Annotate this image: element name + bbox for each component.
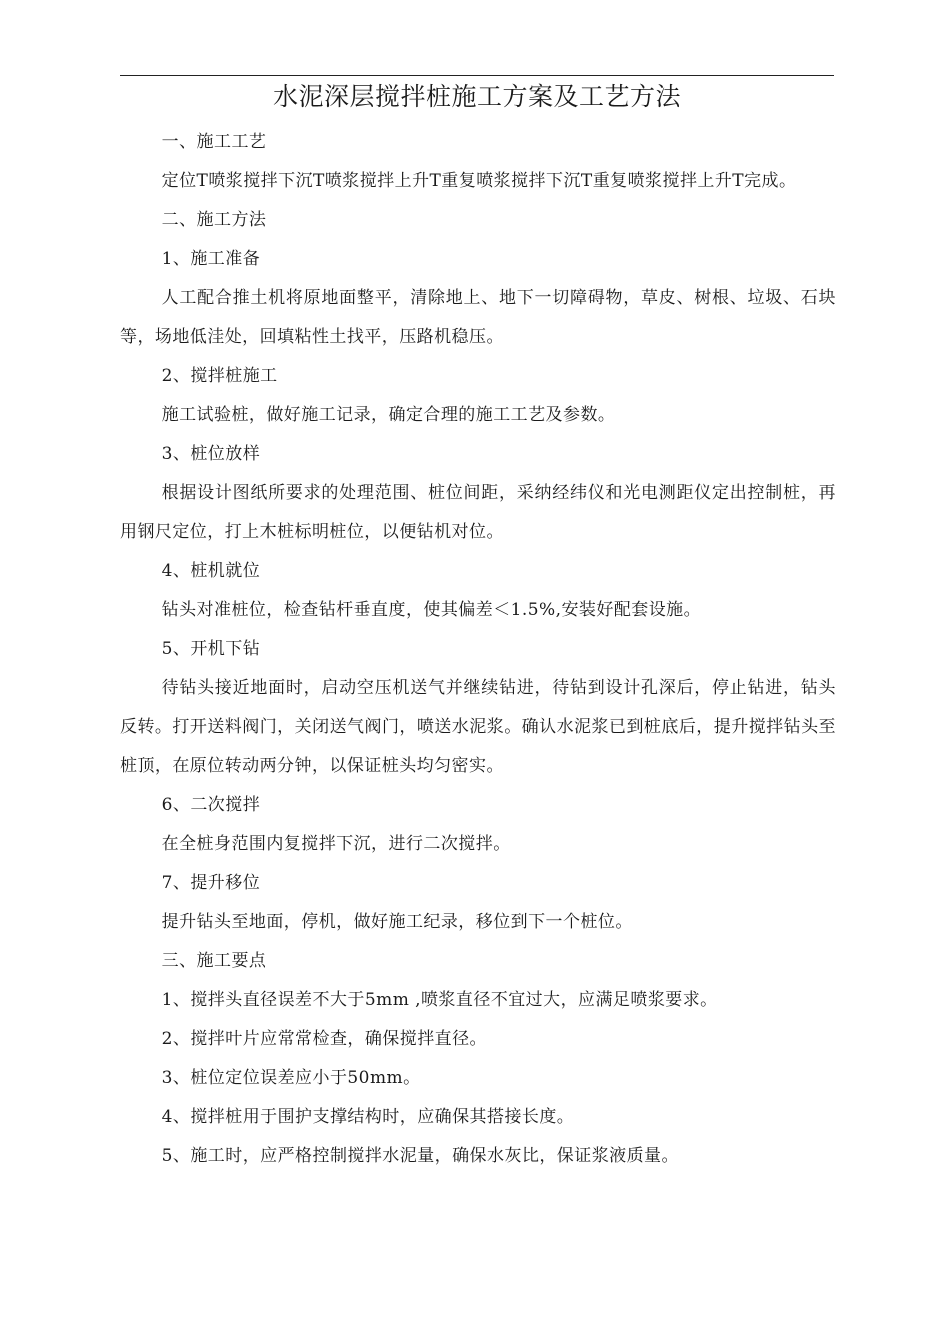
body-paragraph: 定位T喷浆搅拌下沉T喷浆搅拌上升T重复喷浆搅拌下沉T重复喷浆搅拌上升T完成。 — [161, 171, 797, 191]
body-paragraph: 待钻头接近地面时，启动空压机送气并继续钻进，待钻到设计孔深后，停止钻进，钻头反转。打开送料阀门，关闭送气阀门，喷送水泥浆。确认水泥浆已到桩底后，提升搅拌钻头至桩顶，在原位转动两分钟，以保证桩头均匀密实。 — [120, 678, 836, 776]
section-heading: 一、施工工艺 — [161, 132, 267, 152]
subsection-heading: 2、搅拌桩施工 — [161, 366, 278, 386]
list-item: 2、搅拌叶片应常常检查，确保搅拌直径。 — [161, 1029, 488, 1049]
subsection-heading: 5、开机下钻 — [161, 639, 261, 659]
header-rule — [120, 75, 834, 76]
subsection-heading: 4、桩机就位 — [161, 561, 261, 581]
body-paragraph: 人工配合推土机将原地面整平，清除地上、地下一切障碍物，草皮、树根、垃圾、石块等，场地低洼处，回填粘性土找平，压路机稳压。 — [120, 288, 836, 347]
list-item: 5、施工时，应严格控制搅拌水泥量，确保水灰比，保证浆液质量。 — [161, 1146, 679, 1166]
list-item: 3、桩位定位误差应小于50mm。 — [161, 1068, 421, 1088]
section-heading: 三、施工要点 — [161, 951, 267, 971]
list-item: 4、搅拌桩用于围护支撑结构时，应确保其搭接长度。 — [161, 1107, 575, 1127]
body-paragraph: 钻头对准桩位，检查钻杆垂直度，使其偏差＜1.5%,安装好配套设施。 — [161, 600, 702, 620]
section-heading: 二、施工方法 — [161, 210, 267, 230]
body-paragraph: 根据设计图纸所要求的处理范围、桩位间距，采纳经纬仪和光电测距仪定出控制桩，再用钢尺定位，打上木桩标明桩位，以便钻机对位。 — [120, 483, 836, 542]
subsection-heading: 1、施工准备 — [161, 249, 261, 269]
subsection-heading: 6、二次搅拌 — [161, 795, 261, 815]
document-title: 水泥深层搅拌桩施工方案及工艺方法 — [272, 82, 681, 111]
document-body — [120, 123, 836, 1176]
subsection-heading: 7、提升移位 — [161, 873, 261, 893]
body-paragraph: 在全桩身范围内复搅拌下沉，进行二次搅拌。 — [161, 834, 511, 854]
subsection-heading: 3、桩位放样 — [161, 444, 261, 464]
body-paragraph: 提升钻头至地面，停机，做好施工纪录，移位到下一个桩位。 — [161, 912, 633, 932]
body-paragraph: 施工试验桩，做好施工记录，确定合理的施工工艺及参数。 — [161, 405, 616, 425]
list-item: 1、搅拌头直径误差不大于5mm ,喷浆直径不宜过大，应满足喷浆要求。 — [161, 990, 718, 1010]
